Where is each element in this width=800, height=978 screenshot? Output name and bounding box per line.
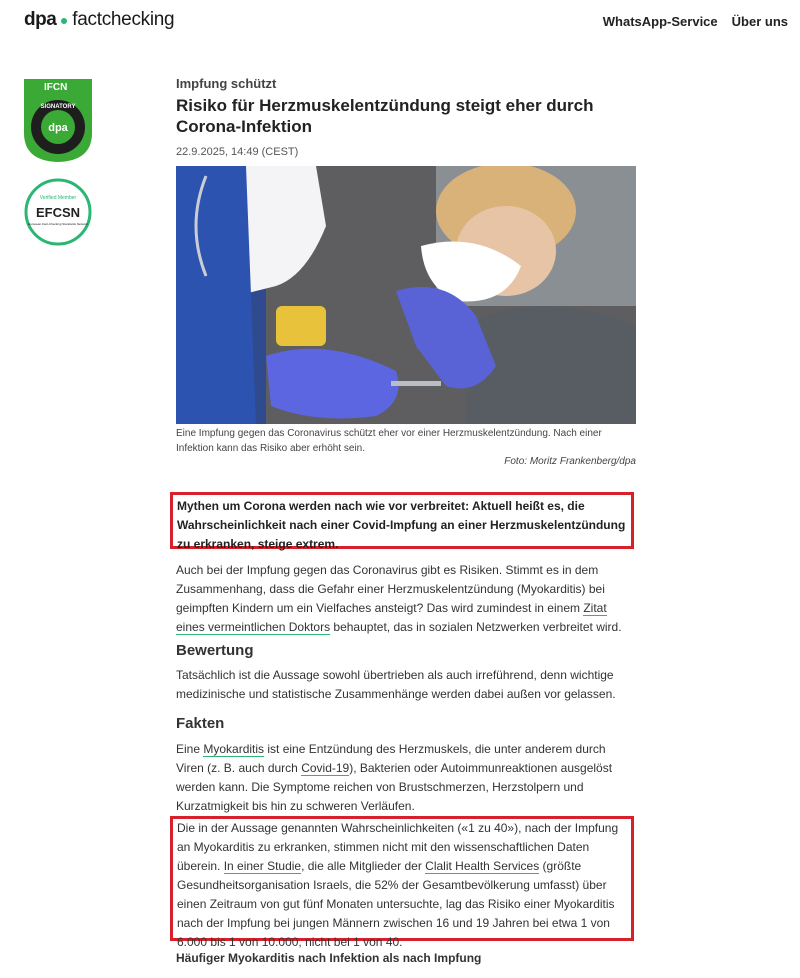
study-text-c: (größte Gesundheitsorganisation Israels, die 52% der Gesamtbevölkerung umfasst) über einen Zeitraum von gut fünf Monaten untersuchte, lag das Risiko einer Myokarditis nach der Impfung bei jungen Männern zwischen 16 und 19 Jahren bei etwa 1 von 6.000 bis 1 von 10.000, nicht bei 1 von 40.: [177, 859, 615, 949]
nav-whatsapp-service[interactable]: WhatsApp-Service: [602, 14, 718, 29]
ifcn-label: IFCN: [44, 82, 68, 93]
ifcn-dpa-text: dpa: [48, 122, 68, 134]
heading-bewertung: Bewertung: [176, 642, 254, 659]
efcsn-member-badge[interactable]: [24, 178, 92, 246]
study-text-b: , die alle Mitglieder der: [301, 859, 426, 873]
heading-haeufiger-myokarditis: Häufiger Myokarditis nach Infektion als nach Impfung: [176, 951, 482, 965]
logo-product: factchecking: [72, 9, 175, 30]
intro-text-a: Auch bei der Impfung gegen das Coronavirus gibt es Risiken. Stimmt es in dem Zusammenhang, dass die Gefahr einer Herzmuskelentzündung (Myokarditis) bei geimpften Kindern um ein Vielfaches ansteigt? Das wird zumindest in einem: [176, 563, 605, 615]
site-logo[interactable]: [24, 9, 174, 31]
intro-text-b: behauptet, das in sozialen Netzwerken verbreitet wird.: [330, 620, 622, 634]
nav-ueber-uns[interactable]: Über uns: [731, 14, 788, 29]
heading-fakten: Fakten: [176, 715, 225, 732]
link-zitat-doktor[interactable]: Zitat eines vermeintlichen Doktors: [176, 601, 607, 634]
bewertung-paragraph: Tatsächlich ist die Aussage sowohl übertrieben als auch irreführend, denn wichtige medizinische und statistische Zusammenhänge werden dabei außen vor gelassen.: [176, 668, 616, 701]
fakten-text-a: Eine: [176, 742, 204, 756]
hero-caption: Eine Impfung gegen das Coronavirus schützt eher vor einer Herzmuskelentzündung. Nach einer Infektion kann das Risiko aber erhöht sein.: [176, 428, 602, 454]
fakten-paragraph: [176, 740, 636, 816]
fakten-text-c: ), Bakterien oder Autoimmunreaktionen ausgelöst werden kann. Die Symptome reichen von Brustschmerzen, Herzstolpern und Kurzatmigkeit bis hin zu schweren Verläufen.: [176, 761, 613, 813]
intro-paragraph: [176, 561, 636, 637]
article-header: [176, 76, 636, 158]
link-clalit-health-services[interactable]: Clalit Health Services: [425, 859, 540, 873]
link-studie[interactable]: In einer Studie: [223, 859, 302, 873]
logo-brand: dpa: [24, 9, 57, 30]
ifcn-signatory-badge[interactable]: [22, 77, 94, 163]
article-date: 22.9.2025, 14:49 (CEST): [176, 146, 299, 158]
study-text-a: Die in der Aussage genannten Wahrscheinlichkeiten («1 zu 40»), nach der Impfung an Myokarditis zu erkranken, stimmen nicht mit den wissenschaftlichen Daten überein.: [177, 821, 619, 873]
ifcn-signatory-text: SIGNATORY: [40, 104, 76, 110]
article-title: Risiko für Herzmuskelentzündung steigt eher durch Corona-Infektion: [176, 96, 594, 136]
article-kicker: Impfung schützt: [176, 76, 277, 91]
efcsn-mark-text: EFCSN: [35, 205, 81, 220]
hero-image-vaccination: [176, 166, 636, 424]
site-header: [0, 0, 800, 42]
main-nav: [603, 14, 788, 29]
efcsn-network-text: European Fact-Checking Standards Network: [28, 222, 88, 226]
article-lead: Mythen um Corona werden nach wie vor verbreitet: Aktuell heißt es, die Wahrscheinlichkeit nach einer Covid-Impfung an einer Herzmuskelentzündung zu erkranken, steige extrem.: [177, 499, 626, 551]
study-paragraph: [177, 819, 632, 952]
hero-credit: Foto: Moritz Frankenberg/dpa: [504, 456, 636, 467]
link-covid-19[interactable]: Covid-19: [301, 761, 350, 775]
efcsn-verified-text: Verified Member: [39, 195, 77, 201]
fakten-text-b: ist eine Entzündung des Herzmuskels, die unter anderem durch Viren (z. B. auch durch: [176, 742, 606, 775]
logo-dot: [61, 18, 67, 24]
link-myokarditis[interactable]: Myokarditis: [203, 742, 265, 756]
